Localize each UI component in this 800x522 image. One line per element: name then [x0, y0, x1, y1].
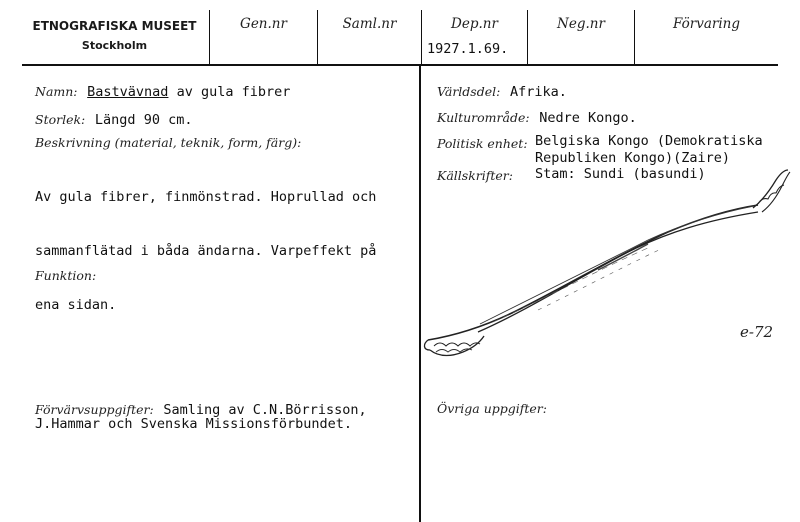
header-bottom-rule — [22, 64, 778, 66]
museum-city: Stockholm — [81, 39, 148, 52]
varldsdel-row — [437, 81, 567, 100]
dep-nr-label: Dep.nr — [451, 16, 498, 32]
forvarv-value-line2: J.Hammar och Svenska Missionsförbundet. — [35, 416, 352, 432]
museum-name — [22, 18, 207, 54]
signature-handwritten: e-72 — [740, 323, 774, 341]
namn-value-underlined: Bastvävnad — [87, 84, 169, 100]
kallskrifter-label: Källskrifter: — [437, 168, 513, 183]
kallskrifter-value: Stam: Sundi (basundi) — [535, 166, 706, 182]
storlek-value: Längd 90 cm. — [94, 112, 193, 128]
kulturomrade-label: Kulturområde: — [437, 110, 530, 125]
kulturomrade-row — [437, 107, 637, 126]
beskrivning-line: sammanflätad i båda ändarna. Varpeffekt på — [35, 243, 377, 259]
dep-nr-value: 1927.1.69. — [427, 41, 509, 57]
forvaring-label: Förvaring — [673, 16, 740, 32]
kulturomrade-value: Nedre Kongo. — [539, 110, 637, 126]
saml-nr-label: Saml.nr — [342, 16, 397, 32]
beskrivning-line: Av gula fibrer, finmönstrad. Hoprullad och — [35, 189, 377, 205]
gen-nr-label: Gen.nr — [240, 16, 287, 32]
politisk-value-line2: Republiken Kongo)(Zaire) — [535, 150, 731, 166]
storlek-row — [35, 109, 192, 128]
varldsdel-label: Världsdel: — [437, 84, 501, 99]
funktion-label: Funktion: — [35, 268, 97, 283]
museum-title: ETNOGRAFISKA MUSEET — [32, 19, 197, 33]
ovriga-label: Övriga uppgifter: — [437, 401, 547, 416]
namn-row — [35, 81, 290, 100]
beskrivning-label: Beskrivning (material, teknik, form, färg): — [35, 135, 302, 150]
forvarv-value-line1: Samling av C.N.Börrisson, — [163, 402, 367, 418]
politisk-value-line1: Belgiska Kongo (Demokratiska — [535, 133, 763, 149]
varldsdel-value: Afrika. — [509, 84, 567, 100]
neg-nr-label: Neg.nr — [557, 16, 605, 32]
storlek-label: Storlek: — [35, 112, 86, 127]
namn-label: Namn: — [35, 84, 78, 99]
beskrivning-line: ena sidan. — [35, 297, 117, 313]
namn-value-rest: av gula fibrer — [168, 84, 291, 100]
beskrivning-text — [35, 152, 376, 350]
politisk-label: Politisk enhet: — [437, 136, 528, 151]
forvarv-label: Förvärvsuppgifter: — [35, 402, 154, 417]
